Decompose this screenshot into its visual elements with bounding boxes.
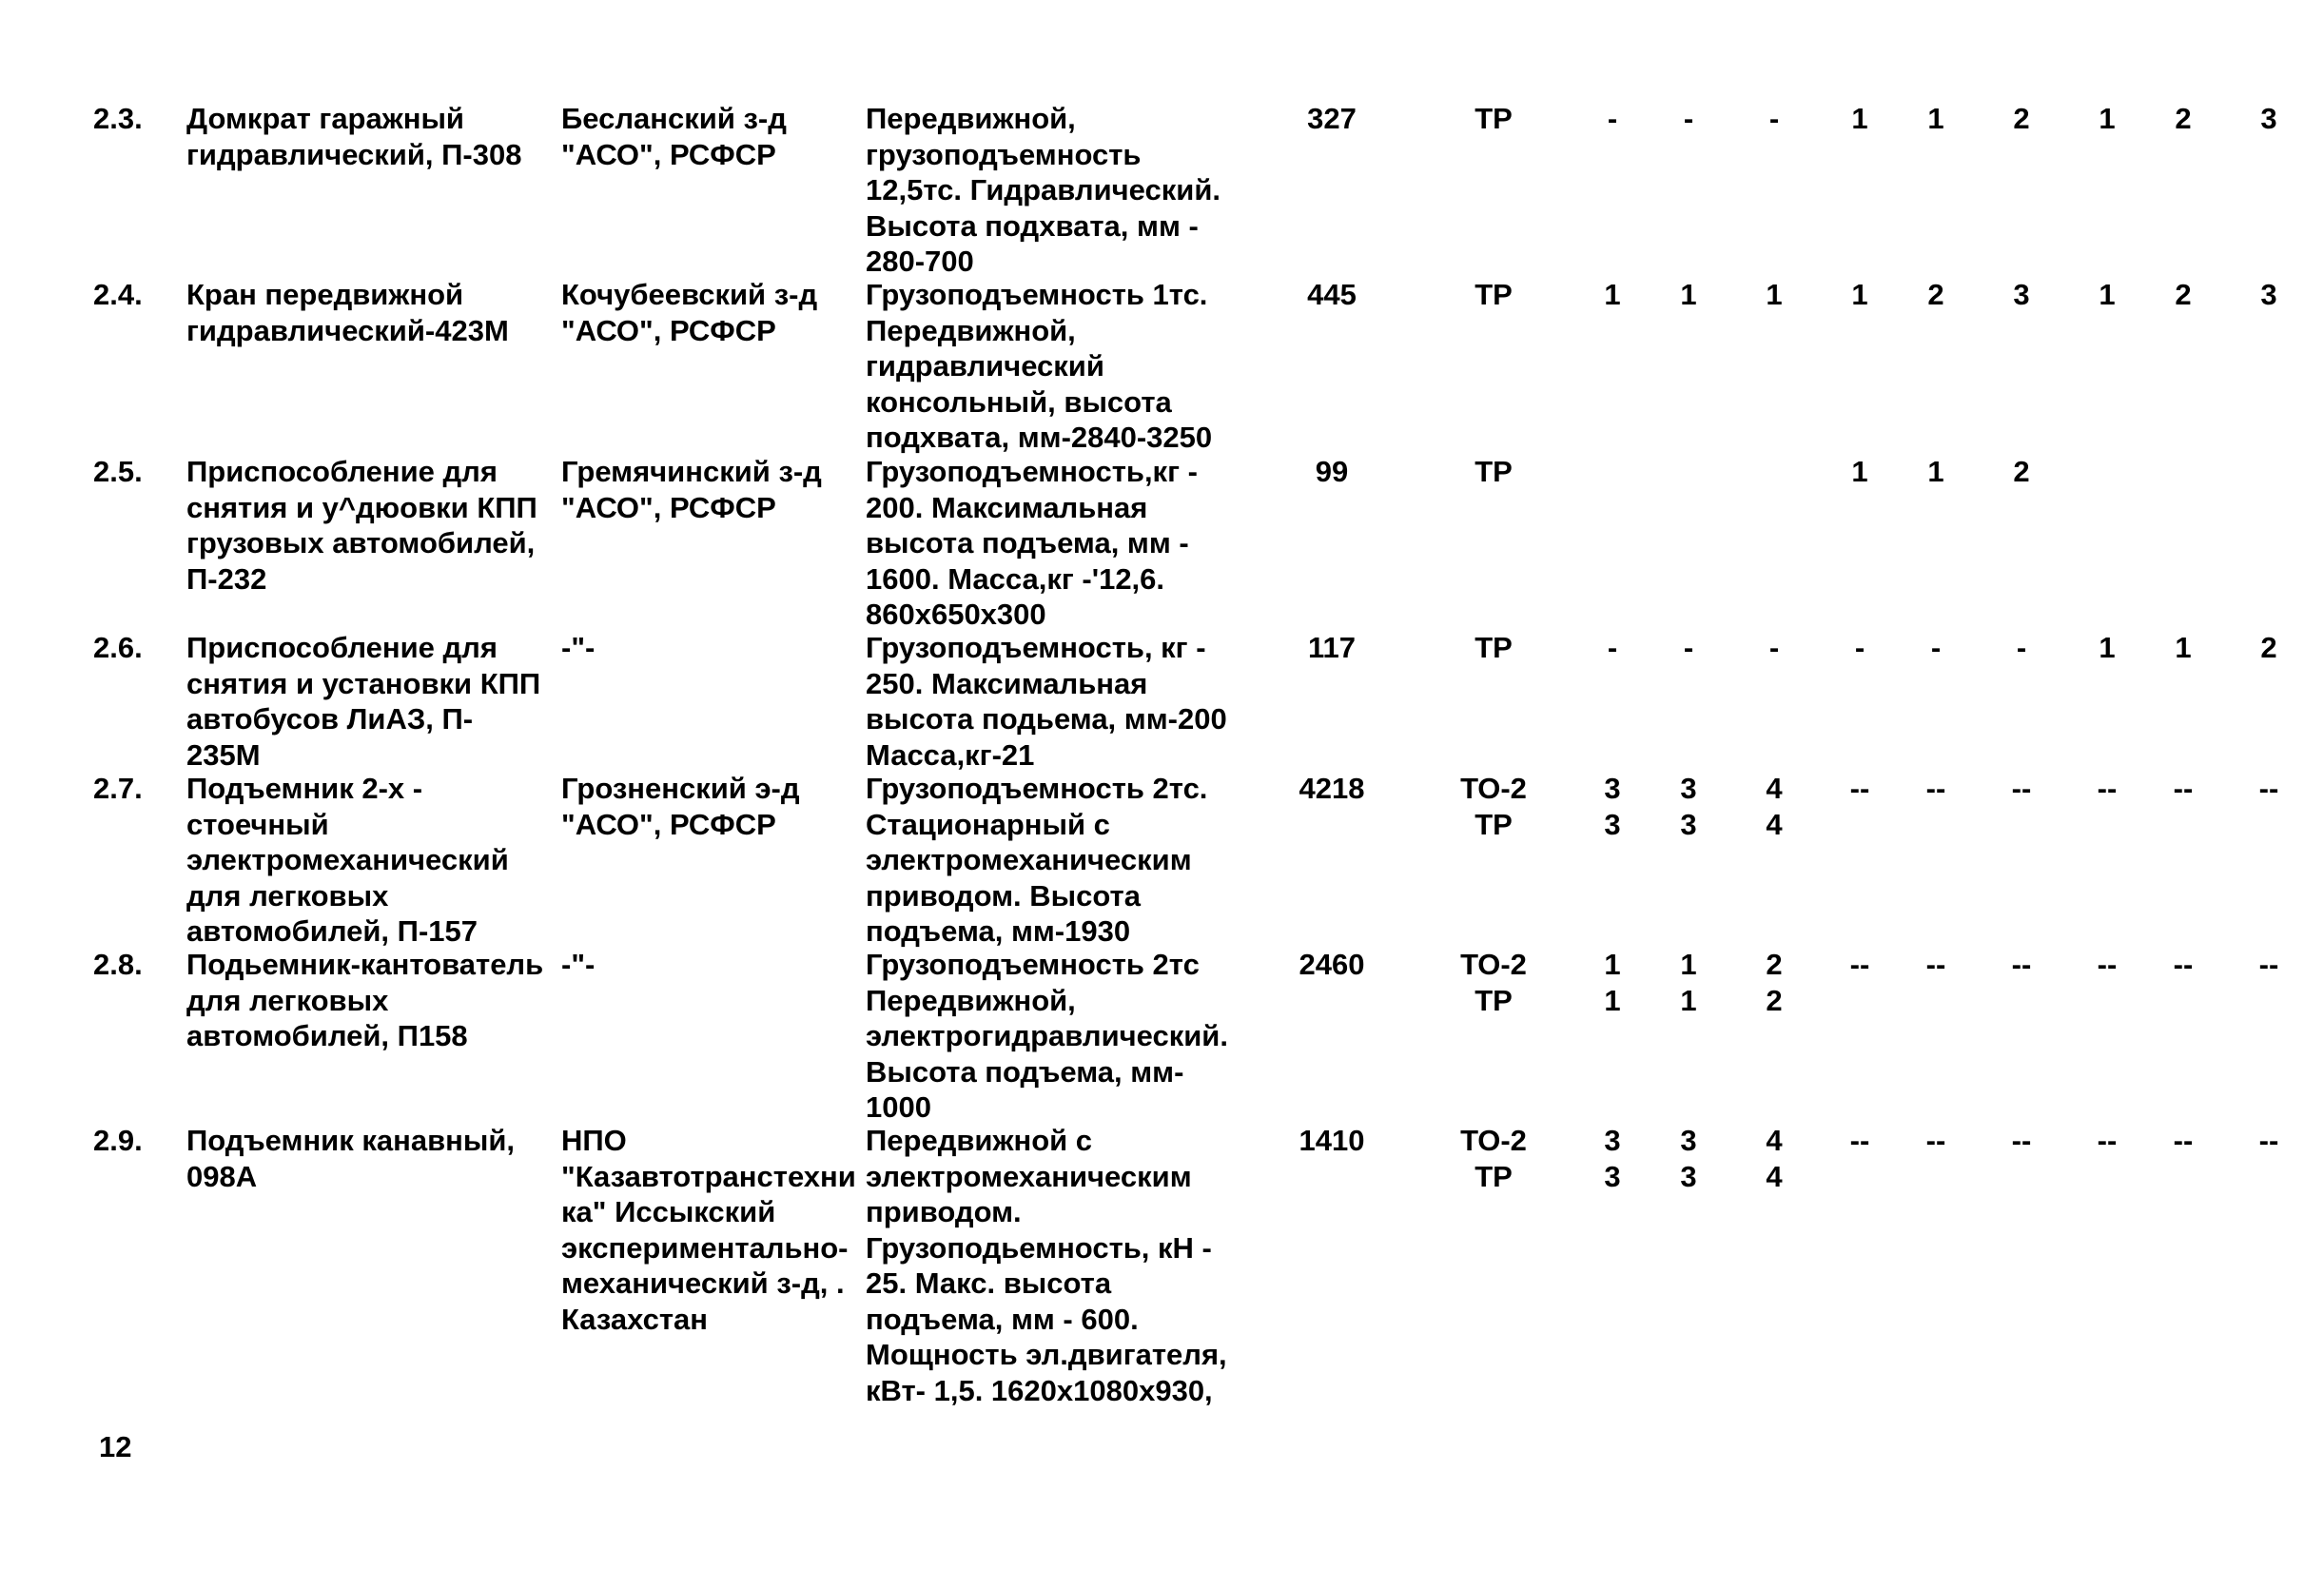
specification-line: электромеханическим [866,843,1192,876]
equipment-name-line: грузовых автомобилей, [186,526,536,559]
quantity-cell [1746,101,1803,137]
specification-line: Высота подъема, мм- [866,1054,1184,1089]
quantity-cell-line: 3 [1680,1124,1697,1157]
quantity-cell [1660,947,1717,1018]
service-type-line: ТО-2 [1460,948,1527,981]
quantity-cell-line: - [1683,631,1694,664]
quantity-cell [1907,771,1964,807]
specification [866,277,1246,456]
specification-line: подхвата, мм-2840-3250 [866,421,1213,454]
quantity-cell [2079,630,2136,666]
quantity-cell [1907,101,1964,137]
quantity-cell [1584,771,1641,842]
quantity-cell-line: 3 [1604,772,1621,805]
quantity-cell [1584,1123,1641,1194]
manufacturer [561,947,864,983]
specification-line: Передвижной с [866,1124,1093,1157]
quantity-cell [1831,947,1888,983]
service-type [1446,454,1541,490]
quantity-cell [1831,101,1888,137]
quantity-cell-line: 1 [1604,983,1621,1017]
specification [866,101,1246,280]
quantity-cell [1584,101,1641,137]
row-number: 2.6. [93,631,143,664]
equipment-name-line: Подьемник-кантователь [186,948,544,981]
quantity-cell-line: -- [2258,948,2279,981]
manufacturer-line: -"- [561,948,596,981]
specification [866,454,1246,633]
specification-line: 1600. Масса,кг -'12,6. [866,561,1165,596]
quantity-cell-line: 2 [2013,102,2030,135]
quantity-cell-line: 4 [1766,1124,1783,1157]
equipment-name-line: стоечный [186,807,329,841]
quantity-cell [2155,771,2212,807]
quantity-cell-line: 2 [2175,278,2192,311]
manufacturer-line: "АСО", РСФСР [561,807,776,841]
service-type-line: ТО-2 [1460,772,1527,805]
specification-line: Мощность эл.двигателя, [866,1338,1227,1371]
equipment-name [186,277,548,348]
price-value: 445 [1307,278,1357,311]
specification-line: подъема, мм - 600. [866,1302,1139,1336]
specification-line: грузоподъемность [866,137,1142,171]
quantity-cell-line: - [1607,631,1618,664]
price-value: 99 [1315,455,1349,488]
quantity-cell [1746,1123,1803,1194]
manufacturer [561,771,864,842]
quantity-cell [2079,947,2136,983]
service-type-line: ТР [1474,807,1513,841]
quantity-cell-line: -- [2097,772,2118,805]
row-number: 2.3. [93,102,143,135]
specification-line: приводом. Высота [866,878,1141,913]
quantity-cell-line: 1 [2099,278,2116,311]
specification-line: 12,5тс. Гидравлический. [866,173,1221,206]
quantity-cell [1907,947,1964,983]
quantity-cell-line: 1 [1927,455,1944,488]
quantity-cell-line: -- [1849,948,1870,981]
quantity-cell-line: 1 [1766,278,1783,311]
quantity-cell [2155,101,2212,137]
quantity-cell [1993,1123,2050,1159]
quantity-cell [1993,630,2050,666]
equipment-name-line: для легковых [186,983,389,1017]
manufacturer-line: механический з-д, . [561,1266,845,1300]
quantity-cell [1746,947,1803,1018]
service-type-line: ТР [1474,455,1513,488]
specification-line: Грузоподъемность 1тс. [866,278,1208,311]
quantity-cell [2155,947,2212,983]
quantity-cell [1907,630,1964,666]
specification [866,1123,1246,1408]
quantity-cell-line: 1 [1851,102,1868,135]
quantity-cell [1993,771,2050,807]
specification-line: 250. Максимальная [866,666,1148,700]
quantity-cell [2079,101,2136,137]
quantity-cell [2079,277,2136,313]
quantity-cell [2079,1123,2136,1159]
quantity-cell-line: 4 [1766,772,1783,805]
equipment-name-line: Кран передвижной [186,278,464,311]
specification-line: 200. Максимальная [866,490,1148,524]
specification-line: Грузоподъемность,кг - [866,455,1198,488]
equipment-name-line: 098А [186,1159,258,1193]
quantity-cell [2240,630,2297,666]
specification-line: подъема, мм-1930 [866,914,1131,948]
quantity-cell [1993,454,2050,490]
manufacturer-line: экспериментально- [561,1230,849,1265]
price-value: 1410 [1299,1124,1365,1157]
equipment-name [186,454,548,597]
manufacturer-line: Казахстан [561,1302,709,1336]
specification-line: Высота подхвата, мм - [866,208,1199,243]
quantity-cell [2240,771,2297,807]
quantity-cell [1907,454,1964,490]
equipment-name-line: электромеханический [186,843,509,876]
quantity-cell-line: 1 [2099,631,2116,664]
quantity-cell-line: 4 [1766,1159,1783,1193]
quantity-cell-line: 1 [1927,102,1944,135]
equipment-name-line: снятия и у^дюовки КПП [186,490,537,524]
quantity-cell-line: 1 [2099,102,2116,135]
equipment-name-line: Домкрат гаражный [186,102,464,135]
service-type-line: ТР [1474,983,1513,1017]
specification-line: Передвижной, [866,102,1076,135]
quantity-cell [1907,277,1964,313]
quantity-cell [1993,947,2050,983]
manufacturer [561,1123,864,1337]
quantity-cell [1660,630,1717,666]
quantity-cell-line: -- [1925,1124,1946,1157]
quantity-cell [1584,630,1641,666]
quantity-cell [1746,630,1803,666]
specification-line: приводом. [866,1195,1022,1228]
quantity-cell [1831,454,1888,490]
quantity-cell [2240,1123,2297,1159]
price-value: 2460 [1299,948,1365,981]
equipment-name-line: для легковых [186,878,389,913]
quantity-cell [2240,101,2297,137]
manufacturer-line: НПО [561,1124,627,1157]
specification-line: Грузоподьемность, кН - [866,1230,1212,1265]
quantity-cell-line: -- [2011,772,2032,805]
manufacturer [561,454,864,525]
quantity-cell-line: 1 [1680,278,1697,311]
equipment-name [186,101,548,172]
quantity-cell-line: 1 [1680,983,1697,1017]
specification-line: 860x650x300 [866,598,1046,631]
quantity-cell-line: 2 [1766,983,1783,1017]
specification-line: 25. Макс. высота [866,1266,1112,1300]
equipment-name [186,771,548,950]
quantity-cell-line: 1 [2175,631,2192,664]
quantity-cell [2155,630,2212,666]
quantity-cell-line: - [1683,102,1694,135]
quantity-cell-line: -- [1925,772,1946,805]
quantity-cell [1584,947,1641,1018]
service-type [1446,630,1541,666]
quantity-cell [1993,277,2050,313]
equipment-name-line: Подъемник 2-х - [186,772,423,805]
quantity-cell-line: 2 [1766,948,1783,981]
specification-line: консольный, высота [866,384,1172,419]
specification-line: Передвижной, [866,983,1076,1017]
quantity-cell-line: -- [2097,1124,2118,1157]
quantity-cell-line: - [1607,102,1618,135]
specification-line: Стационарный с [866,807,1110,841]
quantity-cell [2155,277,2212,313]
row-number: 2.9. [93,1124,143,1157]
quantity-cell-line: -- [1849,1124,1870,1157]
quantity-cell-line: -- [1925,948,1946,981]
quantity-cell-line: -- [2011,1124,2032,1157]
quantity-cell-line: 2 [2013,455,2030,488]
specification-line: Грузоподъемность, кг - [866,631,1206,664]
service-type [1446,1123,1541,1194]
quantity-cell [1746,277,1803,313]
quantity-cell-line: - [1768,102,1780,135]
manufacturer-line: "АСО", РСФСР [561,313,776,347]
quantity-cell-line: -- [2258,772,2279,805]
quantity-cell-line: 1 [1851,455,1868,488]
quantity-cell-line: 2 [2175,102,2192,135]
quantity-cell [1660,771,1717,842]
quantity-cell-line: 3 [1604,1159,1621,1193]
quantity-cell-line: - [1854,631,1865,664]
quantity-cell-line: -- [2011,948,2032,981]
quantity-cell-line: 1 [1604,948,1621,981]
page-number: 12 [99,1430,132,1463]
service-type [1446,101,1541,137]
quantity-cell-line: 4 [1766,807,1783,841]
quantity-cell-line: - [2016,631,2027,664]
row-number: 2.5. [93,455,143,488]
row-number: 2.8. [93,948,143,981]
manufacturer-line: "АСО", РСФСР [561,137,776,171]
quantity-cell-line: -- [1849,772,1870,805]
quantity-cell-line: -- [2173,948,2194,981]
specification-line: гидравлический [866,349,1104,383]
specification-line: электромеханическим [866,1159,1192,1193]
price-value: 327 [1307,102,1357,135]
quantity-cell-line: - [1768,631,1780,664]
specification-line: Масса,кг-21 [866,737,1035,772]
quantity-cell [2240,277,2297,313]
quantity-cell-line: -- [2173,772,2194,805]
manufacturer [561,630,864,666]
manufacturer-line: Грозненский э-д [561,772,800,805]
manufacturer-line: "АСО", РСФСР [561,490,776,524]
specification-line: высота подъема, мм - [866,526,1189,559]
specification [866,771,1246,950]
manufacturer-line: -"- [561,631,596,664]
equipment-name [186,947,548,1054]
quantity-cell-line: 3 [2260,278,2277,311]
quantity-cell-line: - [1930,631,1942,664]
quantity-cell [1831,771,1888,807]
quantity-cell-line: 1 [1851,278,1868,311]
quantity-cell-line: 3 [1604,1124,1621,1157]
quantity-cell [2240,947,2297,983]
quantity-cell-line: -- [2258,1124,2279,1157]
row-number: 2.4. [93,278,143,311]
quantity-cell [1993,101,2050,137]
service-type-line: ТР [1474,278,1513,311]
quantity-cell [1831,1123,1888,1159]
service-type-line: ТР [1474,102,1513,135]
quantity-cell [1660,277,1717,313]
quantity-cell [1660,1123,1717,1194]
specification [866,630,1246,773]
quantity-cell-line: -- [2097,948,2118,981]
service-type [1446,771,1541,842]
equipment-name-line: Подъемник канавный, [186,1124,515,1157]
price-value: 4218 [1299,772,1365,805]
quantity-cell [1660,101,1717,137]
quantity-cell [2155,1123,2212,1159]
quantity-cell [1584,277,1641,313]
quantity-cell-line: 2 [2260,631,2277,664]
quantity-cell-line: 1 [1680,948,1697,981]
equipment-name-line: гидравлический-423М [186,313,509,347]
equipment-name-line: автомобилей, П-157 [186,914,478,948]
quantity-cell [1907,1123,1964,1159]
quantity-cell-line: 2 [1927,278,1944,311]
quantity-cell [1831,277,1888,313]
specification-line: высота подьема, мм-200 [866,702,1227,736]
equipment-name [186,630,548,773]
service-type-line: ТО-2 [1460,1124,1527,1157]
quantity-cell [2079,771,2136,807]
quantity-cell-line: 3 [1680,772,1697,805]
service-type [1446,947,1541,1018]
specification-line: 1000 [866,1090,931,1124]
manufacturer-line: Кочубеевский з-д [561,278,818,311]
price-value: 117 [1307,631,1356,664]
quantity-cell [1831,630,1888,666]
equipment-name-line: 235М [186,737,261,772]
specification-line: 280-700 [866,245,974,278]
service-type-line: ТР [1474,631,1513,664]
quantity-cell-line: 3 [2260,102,2277,135]
quantity-cell [1746,771,1803,842]
manufacturer-line: Бесланский з-д [561,102,787,135]
specification-line: кВт- 1,5. 1620x1080x930, [866,1373,1213,1407]
manufacturer [561,101,864,172]
row-number: 2.7. [93,772,143,805]
specification-line: Грузоподъемность 2тс [866,948,1200,981]
equipment-name-line: автобусов ЛиАЗ, П- [186,702,474,736]
quantity-cell-line: 3 [1680,807,1697,841]
quantity-cell-line: 1 [1604,278,1621,311]
equipment-name-line: Приспособление для [186,631,498,664]
quantity-cell-line: 3 [2013,278,2030,311]
manufacturer-line: "Казавтотранстехни [561,1159,856,1193]
manufacturer [561,277,864,348]
service-type [1446,277,1541,313]
manufacturer-line: ка" Иссыкский [561,1195,776,1228]
equipment-name-line: П-232 [186,561,267,596]
equipment-name [186,1123,548,1194]
specification-line: электрогидравлический. [866,1019,1228,1052]
manufacturer-line: Гремячинский з-д [561,455,822,488]
equipment-name-line: Приспособление для [186,455,498,488]
quantity-cell-line: 3 [1604,807,1621,841]
equipment-name-line: гидравлический, П-308 [186,137,522,171]
quantity-cell-line: 3 [1680,1159,1697,1193]
quantity-cell-line: -- [2173,1124,2194,1157]
equipment-name-line: снятия и установки КПП [186,666,541,700]
service-type-line: ТР [1474,1159,1513,1193]
specification-line: Передвижной, [866,313,1076,347]
specification-line: Грузоподъемность 2тс. [866,772,1208,805]
specification [866,947,1246,1126]
equipment-name-line: автомобилей, П158 [186,1019,468,1052]
